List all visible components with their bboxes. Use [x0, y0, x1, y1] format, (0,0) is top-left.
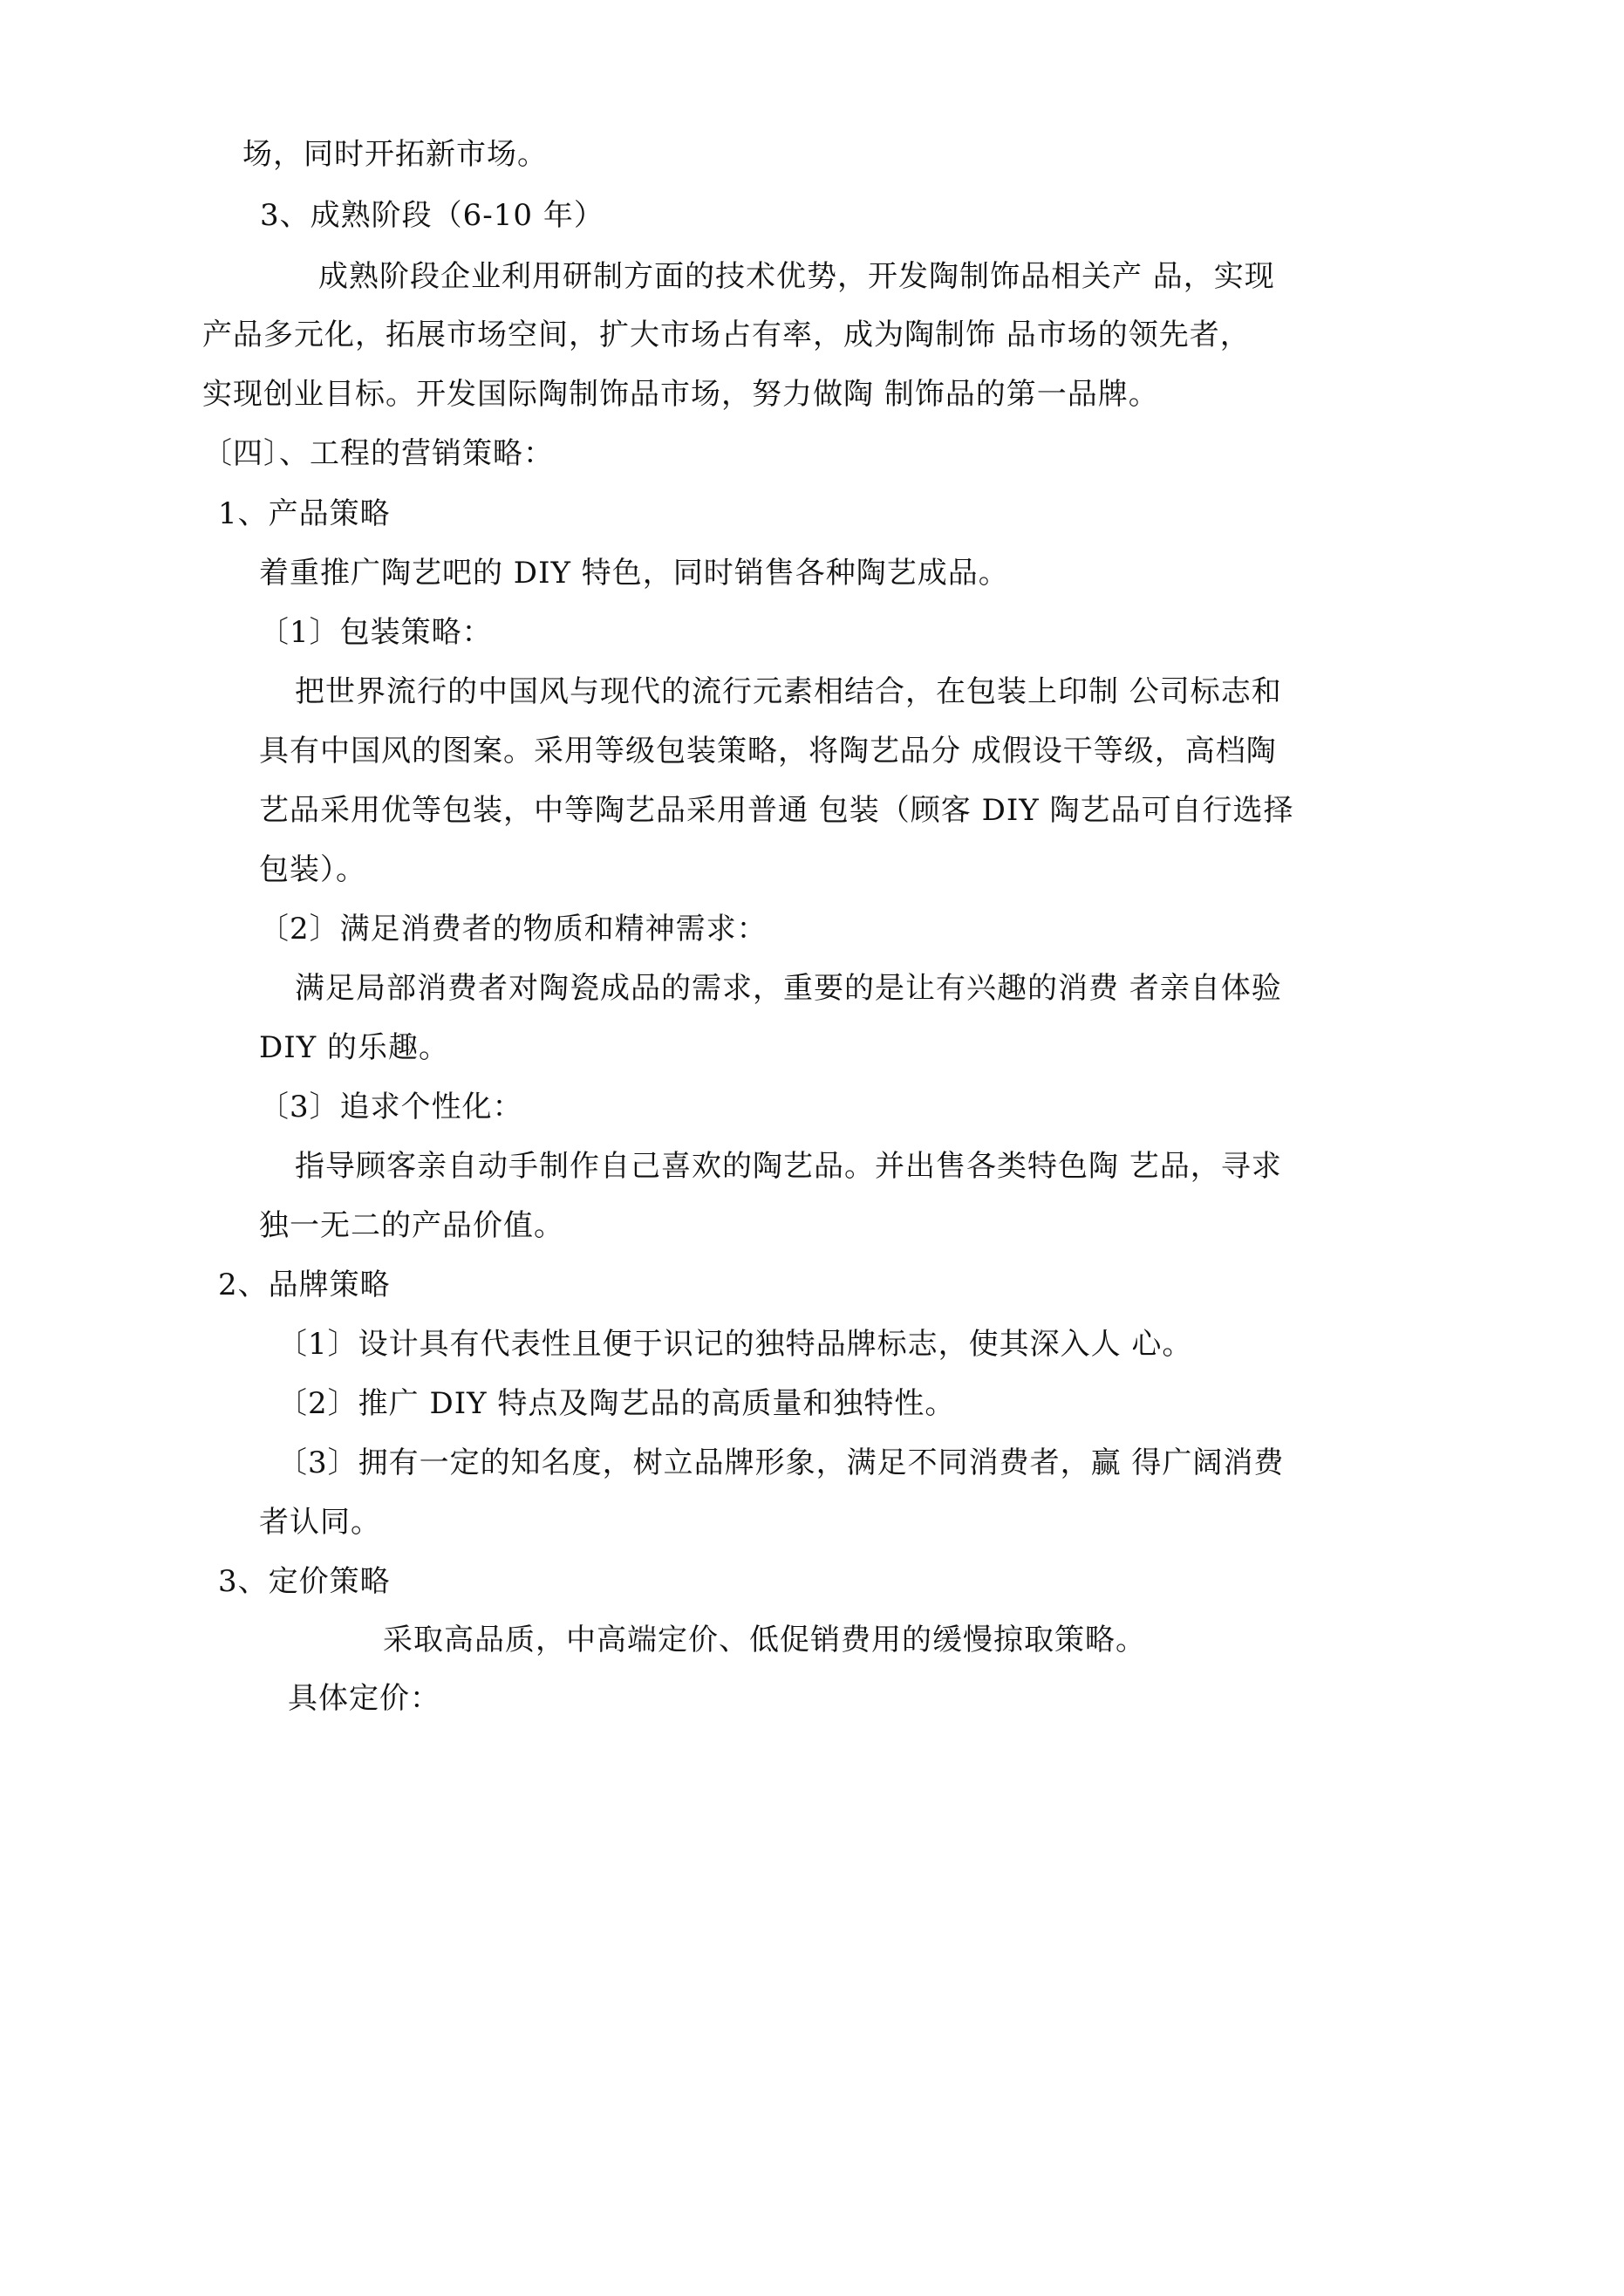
text-line: 〔1〕设计具有代表性且便于识记的独特品牌标志，使其深入人 心。	[277, 1327, 1193, 1362]
text-line: 满足局部消费者对陶瓷成品的需求，重要的是让有兴趣的消费 者亲自体验	[295, 971, 1282, 1006]
text-line: 包装）。	[259, 852, 366, 887]
text-line: 场，同时开拓新市场。	[242, 137, 548, 172]
text-line: 指导顾客亲自动手制作自己喜欢的陶艺品。并出售各类特色陶 艺品，寻求	[295, 1149, 1282, 1184]
section-heading: 1、产品策略	[218, 496, 391, 531]
text-line: 着重推广陶艺吧的 DIY 特色，同时销售各种陶艺成品。	[259, 556, 1009, 591]
text-line: 产品多元化，拓展市场空间，扩大市场占有率，成为陶制饰 品市场的领先者，	[202, 318, 1251, 352]
text-line: 把世界流行的中国风与现代的流行元素相结合，在包装上印制 公司标志和	[295, 674, 1282, 709]
section-heading: 3、定价策略	[218, 1564, 391, 1599]
section-heading: 2、品牌策略	[218, 1268, 391, 1302]
subsection-heading: 〔1〕包装策略：	[259, 615, 493, 650]
subsection-heading: 〔3〕追求个性化：	[259, 1090, 523, 1124]
text-line: DIY 的乐趣。	[259, 1030, 449, 1065]
text-line: 实现创业目标。开发国际陶制饰品市场，努力做陶 制饰品的第一品牌。	[202, 377, 1159, 412]
text-line: 者认同。	[259, 1505, 381, 1540]
text-line: 独一无二的产品价值。	[259, 1208, 564, 1243]
text-line: 〔3〕拥有一定的知名度，树立品牌形象，满足不同消费者，赢 得广阔消费	[277, 1445, 1285, 1480]
section-heading: 3、成熟阶段（6-10 年）	[260, 198, 604, 233]
subsection-heading: 〔2〕满足消费者的物质和精神需求：	[259, 912, 768, 946]
text-line: 成熟阶段企业利用研制方面的技术优势，开发陶制饰品相关产 品，实现	[318, 259, 1275, 294]
text-line: 具有中国风的图案。采用等级包装策略，将陶艺品分 成假设干等级，高档陶	[259, 734, 1277, 769]
section-heading: 〔四〕、工程的营销策略：	[202, 436, 554, 471]
text-line: 〔2〕推广 DIY 特点及陶艺品的高质量和独特性。	[277, 1386, 956, 1421]
text-line: 艺品采用优等包装，中等陶艺品采用普通 包装（顾客 DIY 陶艺品可自行选择	[259, 793, 1294, 828]
text-line: 采取高品质，中高端定价、低促销费用的缓慢掠取策略。	[383, 1623, 1146, 1657]
text-line: 具体定价：	[288, 1681, 440, 1716]
